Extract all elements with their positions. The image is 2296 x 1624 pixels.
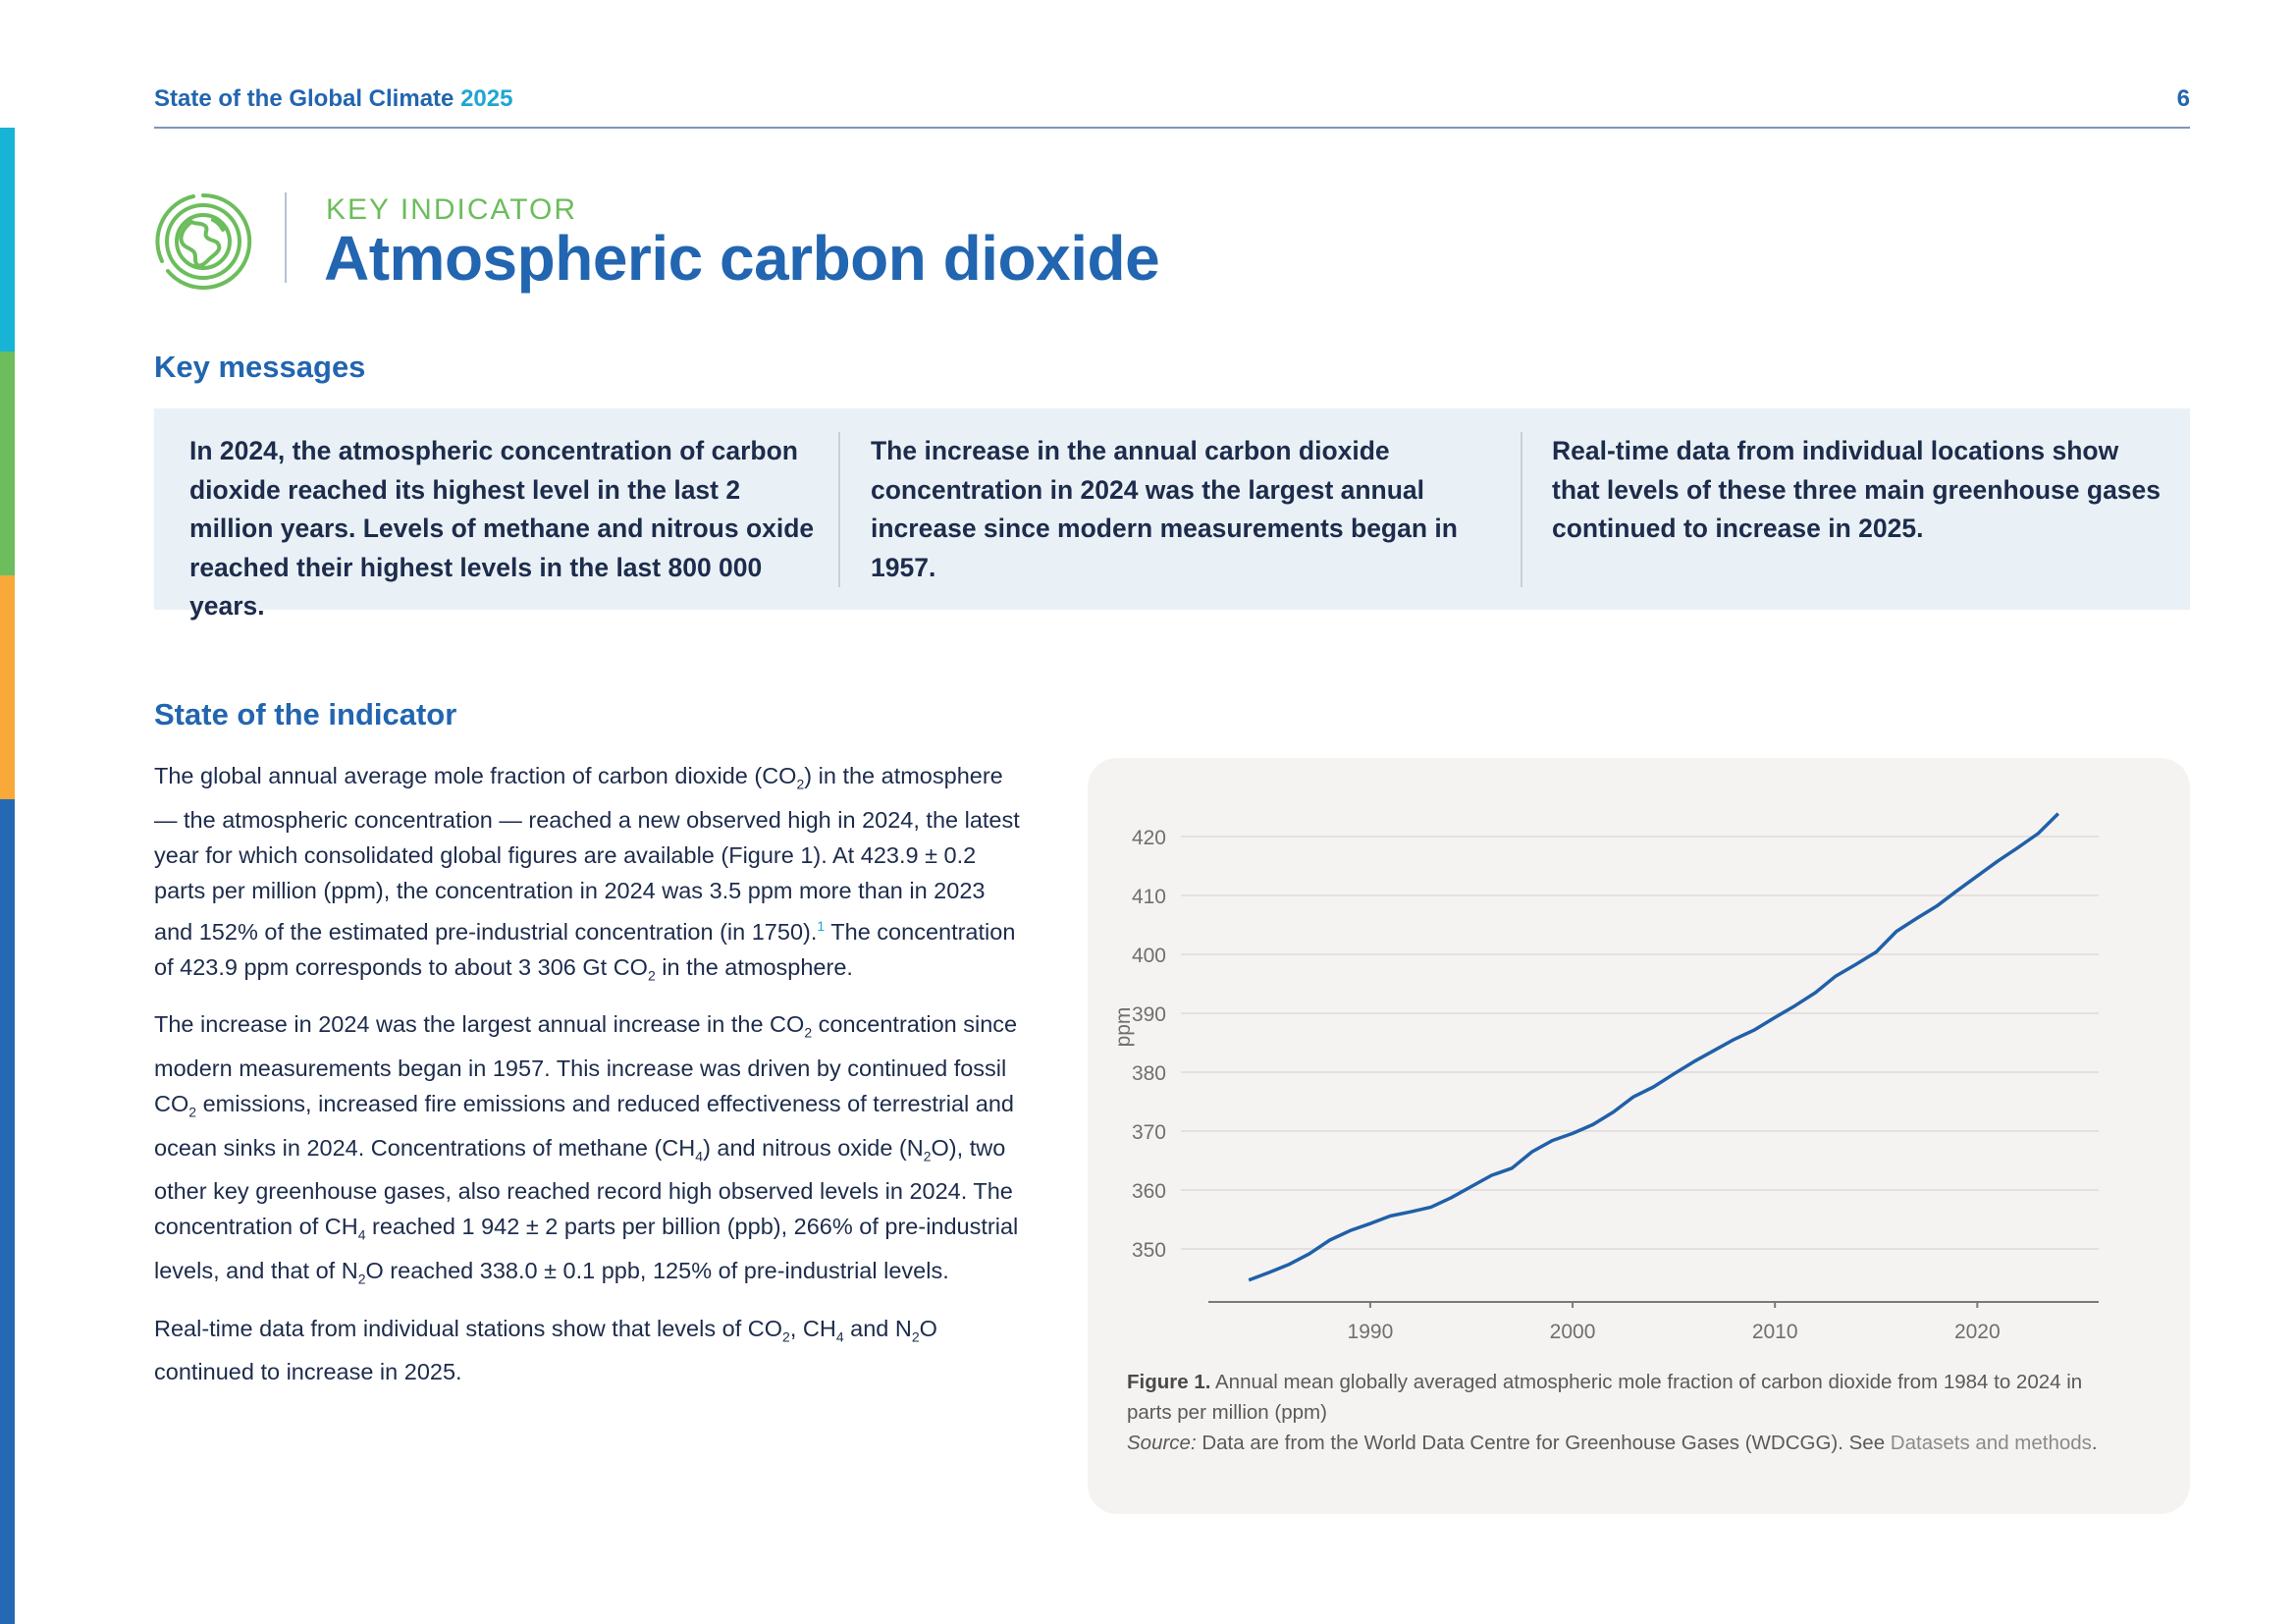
co2-series-line [1249, 814, 2058, 1280]
y-tick-label: 390 [1131, 1003, 1166, 1026]
y-tick-label: 400 [1131, 945, 1166, 967]
paragraph-3: Real-time data from individual stations show that levels of $CO_2$, $CH_4$ and $N_2O$ continued to increase in 2025. [154, 1315, 937, 1385]
y-tick-label: 420 [1131, 827, 1166, 849]
y-tick-label: 360 [1131, 1180, 1166, 1203]
side-color-bar-green [0, 352, 15, 575]
y-tick-label: 370 [1131, 1121, 1166, 1144]
figure-caption [1127, 1367, 2109, 1458]
key-indicator-label: KEY INDICATOR [326, 193, 578, 226]
footnote-link[interactable]: 1 [817, 917, 826, 934]
side-color-bar-orange [0, 575, 15, 799]
document-year: 2025 [460, 85, 513, 112]
figure-label: Figure 1. [1127, 1371, 1211, 1393]
x-tick-label: 2010 [1751, 1321, 1798, 1343]
source-text: Data are from the World Data Centre for Greenhouse Gases (WDCGG). See [1196, 1432, 1891, 1454]
state-of-indicator-heading: State of the indicator [154, 697, 457, 731]
key-messages-divider [1521, 432, 1522, 587]
title-divider [285, 192, 287, 283]
y-tick-label: 410 [1131, 886, 1166, 908]
key-message-3: Real-time data from individual locations show that levels of these three main greenhouse gases continued to increase in 2025. [1552, 436, 2162, 543]
datasets-methods-link[interactable]: Datasets and methods [1890, 1432, 2092, 1454]
key-messages-box [154, 408, 2190, 621]
x-tick-label: 2000 [1549, 1321, 1596, 1343]
document-title[interactable] [154, 85, 512, 113]
source-end: . [2091, 1432, 2098, 1454]
key-message-1: In 2024, the atmospheric concentration of carbon dioxide reached its highest level in the last 2 million years. Levels of methane and nitrous oxide reached their highest levels in the last 800 000 years. [189, 436, 815, 621]
body-text [154, 758, 1028, 1403]
x-tick-label: 2020 [1953, 1321, 2001, 1343]
y-axis-label: ppm [1112, 1006, 1135, 1048]
paragraph-1: The global annual average mole fraction of carbon dioxide $(CO_2)$ in the atmosphere — the atmospheric concentration — reached a new observed high in 2024, the latest year for which consolidated global figures are available (Figure 1). At 423.9 ± 0.2 parts per million (ppm), the concentration in 2024 was 3.5 ppm more than in 2023 and 152% of the estimated pre-industrial concentration (in 1750).$^1$ The concentration of 423.9 ppm corresponds to about 3 306 Gt $CO_2$ in the atmosphere. [154, 763, 1020, 984]
x-tick-label: 1990 [1347, 1321, 1394, 1343]
page-header [154, 85, 2190, 129]
figure-caption-text: Annual mean globally averaged atmospheric mole fraction of carbon dioxide from 1984 to 2024 in parts per million (ppm) [1127, 1371, 2083, 1424]
key-messages-heading: Key messages [154, 350, 366, 384]
page-number: 6 [2176, 85, 2190, 112]
key-messages-divider [838, 432, 840, 587]
side-color-bar-blue [0, 799, 15, 1624]
y-tick-label: 380 [1131, 1062, 1166, 1085]
paragraph-2: The increase in 2024 was the largest annual increase in the $CO_2$ concentration since modern measurements began in 1957. This increase was driven by continued fossil $CO_2$ emissions, increased fire emissions and reduced effectiveness of terrestrial and ocean sinks in 2024. Concentrations of methane $(CH_4)$ and nitrous oxide $(N_2O)$, two other key greenhouse gases, also reached record high observed levels in 2024. The concentration of $CH_4$ reached 1 942 ± 2 parts per billion (ppb), 266% of pre-industrial levels, and that of $N_2O$ reached 338.0 ± 0.1 ppb, 125% of pre-industrial levels. [154, 1011, 1019, 1287]
y-tick-label: 350 [1131, 1239, 1166, 1262]
side-color-bar-cyan [0, 128, 15, 352]
figure-panel [1088, 758, 2190, 1514]
page-title: Atmospheric carbon dioxide [324, 223, 1160, 294]
key-message-2: The increase in the annual carbon dioxide concentration in 2024 was the largest annual increase since modern measurements began in 1957. [871, 436, 1458, 582]
co2-line-chart [1088, 758, 2190, 1357]
document-title-text: State of the Global Climate [154, 85, 454, 112]
source-label: Source: [1127, 1432, 1197, 1454]
globe-icon [154, 192, 252, 291]
